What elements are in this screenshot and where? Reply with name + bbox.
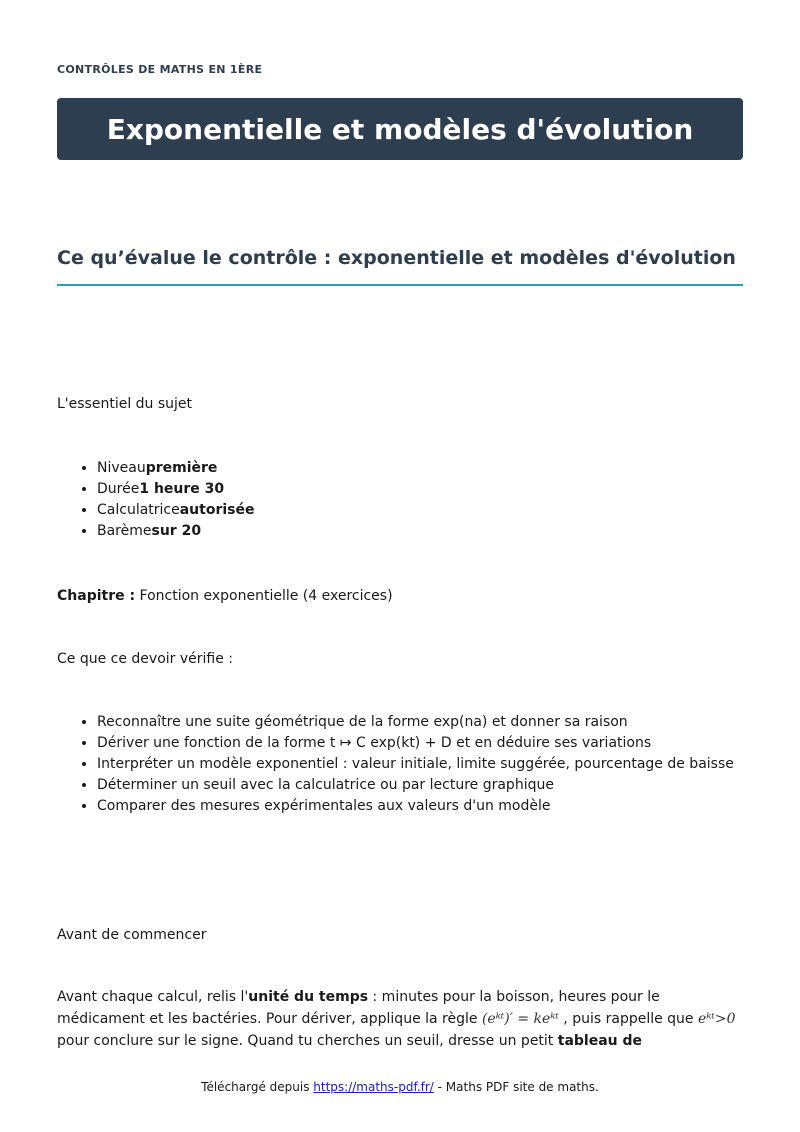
list-item: • Reconnaître une suite géométrique de la forme exp(na) et donner sa raison <box>97 712 797 733</box>
item-value: première <box>145 460 218 476</box>
list-item <box>97 458 255 479</box>
list-item <box>97 479 255 500</box>
item-value: 1 heure 30 <box>139 481 225 497</box>
text-run: , puis rappelle que <box>558 1011 698 1027</box>
footer-prefix: Téléchargé depuis <box>201 1080 314 1094</box>
item-label: Niveau <box>97 460 146 476</box>
list-item: • Déterminer un seuil avec la calculatrice ou par lecture graphique <box>97 775 797 796</box>
checks-list <box>57 712 797 817</box>
category-label: CONTRÔLES DE MATHS EN 1ÈRE <box>57 63 263 76</box>
item-label: Barème <box>97 523 152 539</box>
page-title: Exponentielle et modèles d'évolution <box>106 112 694 146</box>
footer-suffix: - Maths PDF site de maths. <box>433 1080 599 1094</box>
emphasis: unité du temps <box>248 989 369 1005</box>
chapter-value: Fonction exponentielle (4 exercices) <box>139 588 393 604</box>
text-run: : minutes pour la boisson, heures pour le médicament et les bactéries. Pour dériver, applique la règle <box>57 989 660 1027</box>
list-item: • Comparer des mesures expérimentales aux valeurs d'un modèle <box>97 796 797 817</box>
checks-heading: Ce que ce devoir vérifie : <box>57 651 234 667</box>
section-title: Ce qu’évalue le contrôle : exponentielle et modèles d'évolution <box>57 244 743 286</box>
emphasis: tableau de <box>557 1033 643 1049</box>
before-heading: Avant de commencer <box>57 927 207 943</box>
positivity-formula: eᵏᵗ>0 <box>698 1011 736 1027</box>
derivative-formula: (eᵏᵗ)′ = keᵏᵗ <box>481 1011 559 1027</box>
item-value: sur 20 <box>151 523 202 539</box>
essentials-list <box>57 458 255 542</box>
list-item: • Dériver une fonction de la forme t ↦ C exp(kt) + D et en déduire ses variations <box>97 733 797 754</box>
footer-link[interactable]: https://maths-pdf.fr/ <box>313 1080 434 1094</box>
text-run: pour conclure sur le signe. Quand tu cherches un seuil, dresse un petit <box>57 1033 558 1049</box>
before-paragraph <box>57 986 743 1052</box>
item-label: Durée <box>97 481 140 497</box>
title-banner <box>57 98 743 160</box>
footer <box>0 1080 800 1094</box>
list-item <box>97 500 255 521</box>
text-run: Avant chaque calcul, relis l' <box>57 989 249 1005</box>
item-value: autorisée <box>179 502 255 518</box>
list-item <box>97 521 255 542</box>
chapter-line <box>57 586 393 607</box>
list-item: • Interpréter un modèle exponentiel : valeur initiale, limite suggérée, pourcentage de baisse <box>97 754 797 775</box>
essentials-heading: L'essentiel du sujet <box>57 396 193 412</box>
item-label: Calculatrice <box>97 502 180 518</box>
chapter-label: Chapitre : <box>57 588 136 604</box>
